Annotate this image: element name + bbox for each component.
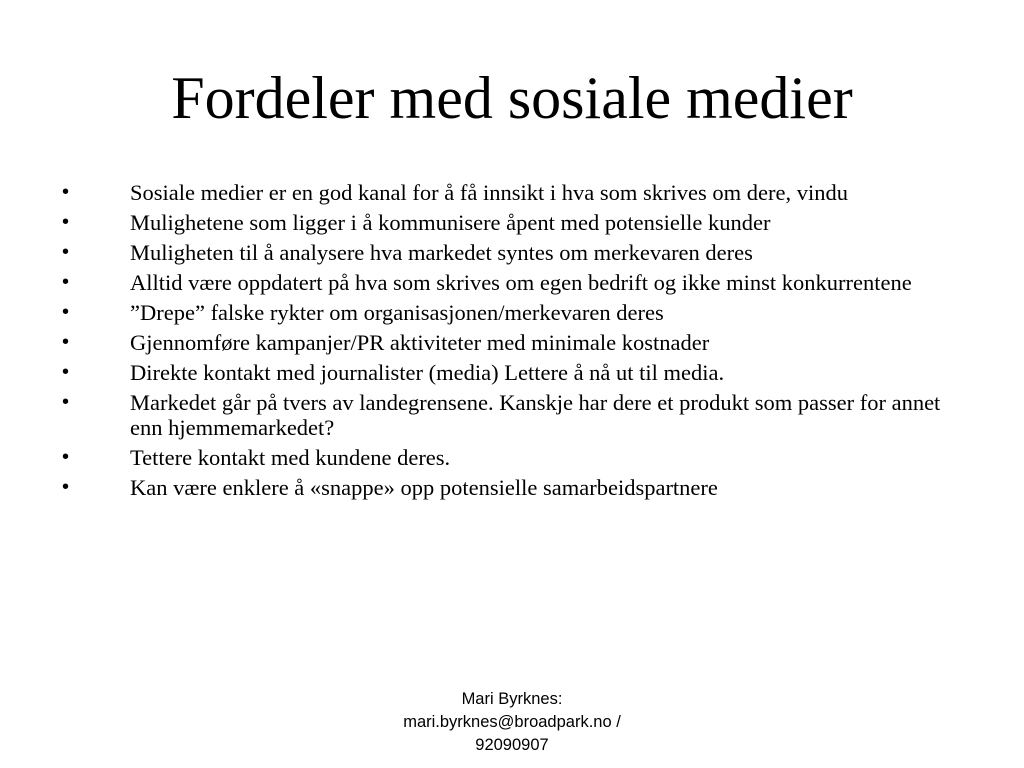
bullet-text: Direkte kontakt med journalister (media) Lettere å nå ut til media.: [130, 360, 725, 385]
bullet-text: Alltid være oppdatert på hva som skrives om egen bedrift og ikke minst konkurrentene: [130, 270, 912, 295]
footer-contact: [362, 688, 662, 757]
footer-name: Mari Byrknes:: [461, 690, 563, 708]
bullet-text: Sosiale medier er en god kanal for å få innsikt i hva som skrives om dere, vindu: [130, 180, 848, 205]
bullet-icon: •: [62, 241, 70, 263]
list-item: [62, 475, 972, 500]
bullet-text: Muligheten til å analysere hva markedet syntes om merkevaren deres: [130, 240, 753, 265]
slide-title: Fordeler med sosiale medier: [171, 65, 853, 131]
bullet-text: Gjennomføre kampanjer/PR aktiviteter med minimale kostnader: [130, 330, 710, 355]
bullet-text: ”Drepe” falske rykter om organisasjonen/merkevaren deres: [130, 300, 664, 325]
bullet-icon: •: [62, 361, 70, 383]
bullet-icon: •: [62, 271, 70, 293]
list-item: [62, 300, 972, 325]
list-item: [62, 330, 972, 355]
list-item: [62, 240, 972, 265]
bullet-text: Mulighetene som ligger i å kommunisere åpent med potensielle kunder: [130, 210, 771, 235]
bullet-icon: •: [62, 301, 70, 323]
list-item: [62, 445, 972, 470]
bullet-icon: •: [62, 476, 70, 498]
bullet-list: [62, 180, 972, 505]
bullet-icon: •: [62, 331, 70, 353]
list-item: [62, 390, 972, 440]
bullet-icon: •: [62, 446, 70, 468]
list-item: [62, 210, 972, 235]
bullet-text: Tettere kontakt med kundene deres.: [130, 445, 451, 470]
list-item: [62, 180, 972, 205]
bullet-icon: •: [62, 391, 70, 413]
bullet-icon: •: [62, 181, 70, 203]
bullet-text: Markedet går på tvers av landegrensene. Kanskje har dere et produkt som passer for annet enn hjemmemarkedet?: [130, 390, 941, 440]
footer-phone: 92090907: [475, 736, 549, 754]
list-item: [62, 360, 972, 385]
list-item: [62, 270, 972, 295]
footer-email: mari.byrknes@broadpark.no /: [403, 713, 621, 731]
bullet-icon: •: [62, 211, 70, 233]
bullet-text: Kan være enklere å «snappe» opp potensielle samarbeidspartnere: [130, 475, 718, 500]
